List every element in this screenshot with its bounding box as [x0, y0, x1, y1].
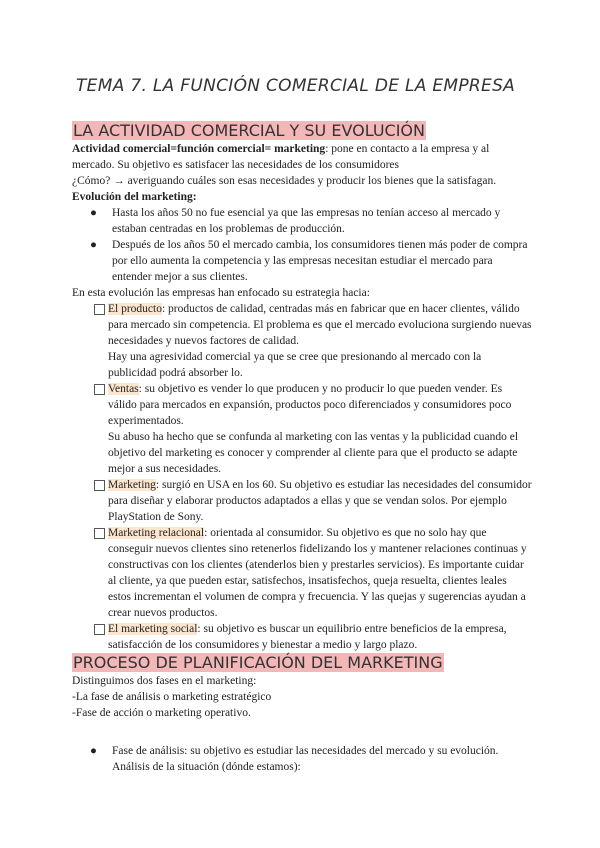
section-heading-actividad: LA ACTIVIDAD COMERCIAL Y SU EVOLUCIÓN	[73, 121, 425, 140]
list-item: ● Después de los años 50 el mercado cambia, los consumidores tienen más poder de compra por ello aumenta la competencia y las empresas necesitan estudiar el mercado para entender mejor a sus clientes.	[90, 239, 528, 283]
evolucion-list	[72, 205, 532, 285]
bullet-icon: ●	[90, 745, 97, 757]
list-item: ● Hasta los años 50 no fue esencial ya que las empresas no tenían acceso al mercado y estaban centradas en los problemas de producción.	[90, 207, 501, 235]
strategy-item-social: El marketing social: su objetivo es buscar un equilibrio entre beneficios de la empresa, satisfacción de los consumidores y bienestar a medio y largo plazo.	[72, 621, 532, 653]
document-body	[72, 121, 532, 775]
como-line: ¿Cómo? → averiguando cuáles son esas necesidades y producir los bienes que la satisfagan.	[72, 175, 497, 187]
fases-line: Distinguimos dos fases en el marketing:	[72, 675, 257, 687]
checkbox-icon	[94, 624, 105, 635]
checkbox-icon	[94, 480, 105, 491]
fases-line: -La fase de análisis o marketing estratégico	[72, 691, 272, 703]
checkbox-icon	[94, 384, 105, 395]
definition-paragraph: Actividad comercial=función comercial= marketing: pone en contacto a la empresa y al mercado. Su objetivo es satisfacer las necesidades de los consumidores	[72, 143, 490, 171]
evolucion-title: Evolución del marketing:	[72, 191, 197, 203]
section-heading-planificacion: PROCESO DE PLANIFICACIÓN DEL MARKETING	[73, 653, 443, 672]
bullet-icon: ●	[90, 239, 97, 251]
strategy-intro: En esta evolución las empresas han enfocado su estrategia hacia:	[72, 287, 370, 299]
fases-list	[72, 743, 532, 775]
strategy-item-relacional: Marketing relacional: orientada al consumidor. Su objetivo es que no solo hay que conseguir nuevos clientes sino retenerlos fidelizando los y mantener relaciones continuas y constructivas con los clientes (atenderlos bien y prestarles servicios). Es importante cuidar al cliente, ya que pueden estar, satisfechos, insatisfechos, queja resuelta, clientes leales estos incrementan el volumen de compra y frecuencia. Y las quejas y sugerencias ayudan a crear nuevos productos.	[72, 525, 532, 621]
checkbox-icon	[94, 528, 105, 539]
list-item: ● Fase de análisis: su objetivo es estudiar las necesidades del mercado y su evolución. Análisis de la situación (dónde estamos):	[90, 745, 499, 773]
bullet-icon: ●	[90, 207, 97, 219]
fases-line: -Fase de acción o marketing operativo.	[72, 707, 251, 719]
checkbox-icon	[94, 304, 105, 315]
document-title: TEMA 7. LA FUNCIÓN COMERCIAL DE LA EMPRESA	[76, 76, 516, 96]
strategy-item-marketing: Marketing: surgió en USA en los 60. Su objetivo es estudiar las necesidades del consumidor para diseñar y elaborar productos adaptados a ellas y que se vendan solos. Por ejemplo PlayStation de Sony.	[72, 477, 532, 525]
strategy-item-ventas: Ventas: su objetivo es vender lo que producen y no producir lo que pueden vender. Es válido para mercados en expansión, productos poco diferenciados y consumidores poco experimentados. Su abuso ha hecho que se confunda al marketing con las ventas y la publicidad cuando el objetivo del marketing es conocer y comprender al cliente para que el producto se adapte mejor a sus necesidades.	[72, 381, 532, 477]
strategy-item-producto: El producto: productos de calidad, centradas más en fabricar que en hacer clientes, válido para mercado sin competencia. El problema es que el mercado evoluciona surgiendo nuevas necesidades y nuevos factores de calidad. Hay una agresividad comercial ya que se cree que presionando al mercado con la publicidad podrá absorber lo.	[72, 301, 532, 381]
